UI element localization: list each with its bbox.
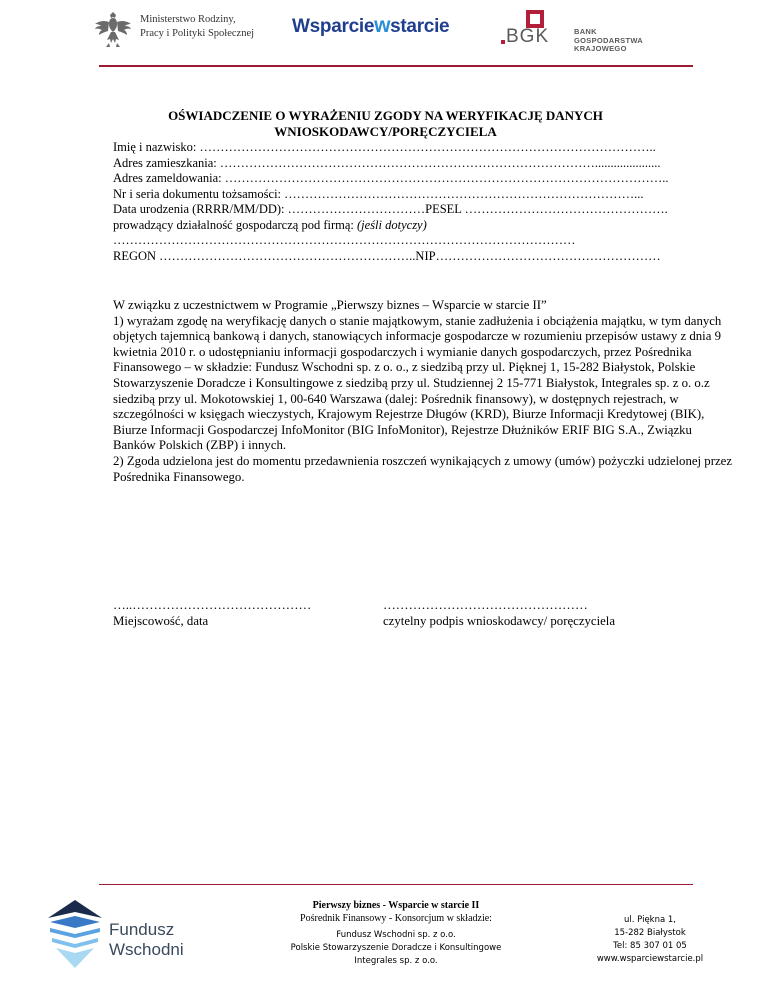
spacer	[113, 264, 733, 298]
fundusz-wschodni-name: Fundusz Wschodni	[109, 920, 184, 959]
ministry-line-2: Pracy i Polityki Społecznej	[140, 28, 255, 39]
field-business-note: (jeśli dotyczy)	[357, 217, 427, 232]
field-name[interactable]: Imię i nazwisko: ………………………………………………………………………………………………..	[113, 140, 656, 154]
title-line-1: OŚWIADCZENIE O WYRAŻENIU ZGODY NA WERYFIKACJĘ DANYCH	[168, 108, 603, 123]
title-line-2: WNIOSKODAWCY/PORĘCZYCIELA	[274, 124, 497, 139]
field-residence-address[interactable]: Adres zamieszkania: ……………………………………………………………………………….....................	[113, 155, 661, 170]
bgk-name-line-1: BANK GOSPODARSTWA	[574, 27, 644, 45]
footer-phone: Tel: 85 307 01 05	[613, 941, 687, 951]
fundusz-wschodni-logo	[46, 898, 246, 978]
field-regon-nip[interactable]: REGON ……………………………………………………..NIP………………………………………………	[113, 248, 661, 263]
place-date-line: …..……………………………………	[113, 598, 312, 612]
footer-website-link[interactable]: www.wsparciewstarcie.pl	[596, 954, 704, 964]
footer-contact	[570, 914, 730, 966]
field-business-label: prowadzący działalność gospodarczą pod firmą:	[113, 217, 357, 232]
polish-eagle-icon	[92, 8, 134, 50]
bgk-full-name	[574, 28, 667, 54]
field-business-name[interactable]	[113, 218, 728, 234]
field-registered-address[interactable]: Adres zameldowania: ……………………………………………………………………………………………..	[113, 171, 669, 185]
footer-program-title: Pierwszy biznes - Wsparcie w starcie II	[312, 900, 480, 911]
fundusz-wschodni-diamond-icon	[46, 898, 104, 970]
field-id-document[interactable]: Nr i seria dokumentu tożsamości: …………………………………………………………………………...	[113, 186, 644, 201]
footer-member-3: Integrales sp. z o.o.	[354, 956, 438, 966]
signature-label: czytelny podpis wnioskodawcy/ poręczyciela	[383, 614, 616, 628]
footer-consortium	[258, 899, 534, 968]
footer-member-2: Polskie Stowarzyszenie Doradcze i Konsultingowe	[290, 943, 502, 953]
field-birthdate-pesel[interactable]: Data urodzenia (RRRR/MM/DD): ……………………………PESEL ………………………………………….	[113, 202, 668, 216]
ministry-line-1: Ministerstwo Rodziny,	[140, 14, 236, 25]
place-date-label: Miejscowość, data	[113, 614, 209, 628]
consent-point-2: 2) Zgoda udzielona jest do momentu przedawnienia roszczeń wynikających z umowy (umów) pożyczki udzielonej przez Pośrednika Finansowego.	[113, 453, 732, 484]
w-mark-icon: w	[374, 14, 391, 37]
header-divider	[99, 65, 693, 67]
footer-address-1: ul. Piękna 1,	[623, 915, 676, 925]
bgk-dot-icon	[501, 40, 505, 44]
logo-text-wsparcie: Wsparcie	[292, 16, 375, 37]
footer-member-1: Fundusz Wschodni sp. z o.o.	[336, 930, 456, 940]
footer-subtitle: Pośrednik Finansowy - Konsorcjum w składzie:	[300, 913, 492, 924]
logo-text-starcie: starcie	[390, 16, 450, 37]
ministry-logo	[92, 8, 282, 50]
bgk-logo	[497, 10, 667, 53]
ministry-name	[140, 13, 254, 41]
document-title	[113, 108, 658, 140]
signature-place-date[interactable]	[113, 597, 311, 629]
field-business-line[interactable]: …………………………………………………………………………………………………	[113, 233, 576, 247]
page-header	[0, 0, 768, 70]
footer-address-2: 15-282 Białystok	[614, 928, 686, 938]
consent-intro: W związku z uczestnictwem w Programie „Pierwszy biznes – Wsparcie w starcie II”	[113, 298, 547, 312]
consent-text	[113, 298, 733, 485]
footer-divider	[99, 884, 693, 885]
consent-point-1: 1) wyrażam zgodę na weryfikację danych o stanie majątkowym, stanie zadłużenia i obciążenia majątku, w tym danych objętych tajemnicą bankową i danych, stanowiących informacje gospodarcze w rozumieniu przepisów ustawy z dnia 9 kwietnia 2010 r. o udostępnianiu informacji gospodarczych i wymianie danych gospodarczych, przez Pośrednika Finansowego – w składzie: Fundusz Wschodni sp. z o. o., z siedzibą przy ul. Pięknej 1, 15-282 Białystok, Polskie Stowarzyszenie Doradcze i Konsultingowe z siedzibą przy ul. Studziennej 2 15-771 Białystok, Integrales sp. z o. o.z siedzibą przy ul. Mokotowskiej 1, 00-640 Warszawa (dalej: Pośrednik finansowy), w dostępnych rejestrach, w szczególności w księgach wieczystych, Krajowym Rejestrze Długów (KRD), Biurze Informacji Kredytowej (BIK), Biurze Informacji Gospodarczej InfoMonitor (BIG InfoMonitor), Rejestrze Dłużników ERIF BIG S.A., Związku Banków Polskich (ZBP) i innych.	[113, 313, 722, 453]
form-fields	[113, 140, 733, 264]
wsparcie-w-starcie-logo	[292, 14, 449, 38]
signature-applicant[interactable]	[383, 597, 615, 629]
document-body	[113, 108, 733, 485]
bgk-name-line-2: KRAJOWEGO	[574, 44, 627, 53]
signature-line: …………………………………………	[383, 598, 588, 612]
bgk-letters: BGK	[506, 26, 550, 47]
